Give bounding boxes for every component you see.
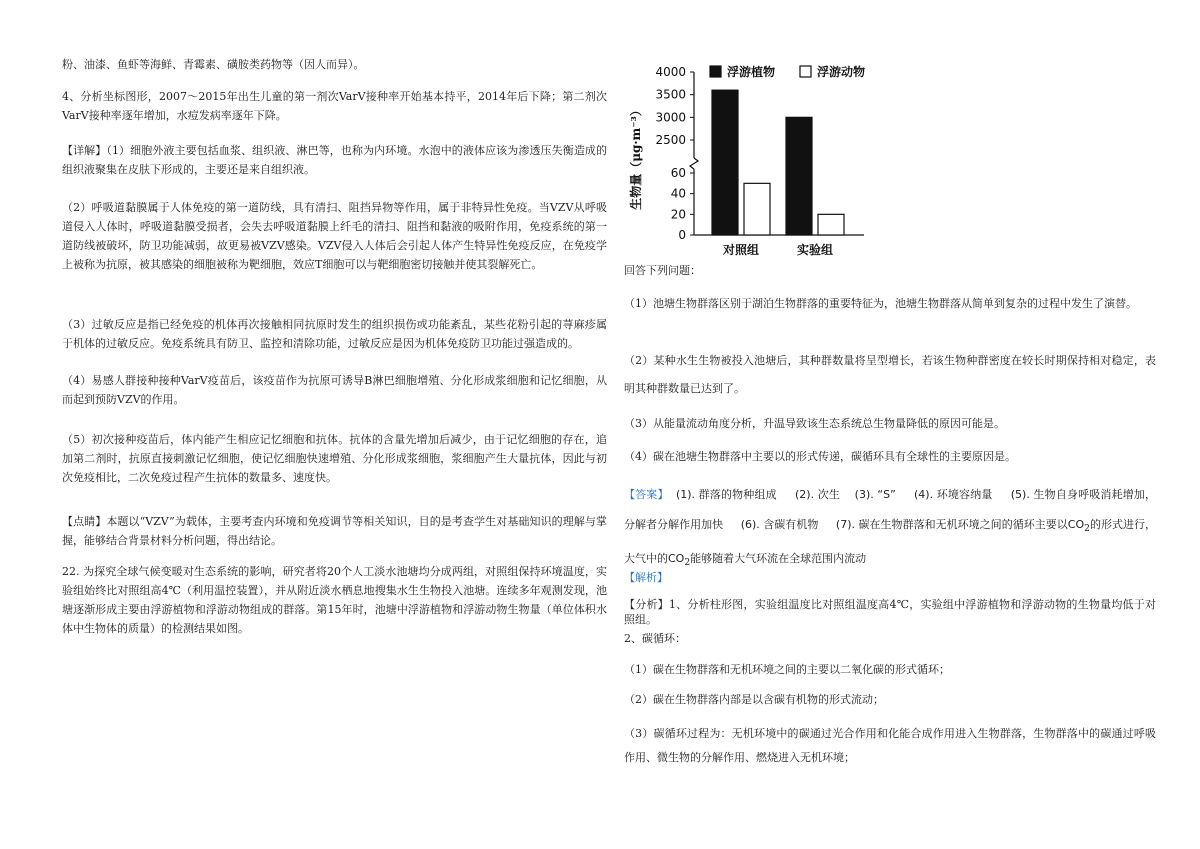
q3-text-b: 。 [994, 417, 1005, 430]
category-label: 实验组 [796, 243, 834, 257]
y-tick-label: 40 [670, 186, 686, 201]
bar-phytoplankton [712, 90, 738, 235]
answer-block [624, 480, 1156, 578]
question-1 [624, 290, 1156, 318]
q2-text-c: 。 [734, 382, 745, 395]
analysis-tag: 【解析】 [624, 571, 668, 584]
q2-text-a: （2）某种水生生物被投入池塘后，其种群数量将呈 [624, 354, 877, 367]
analysis-1 [624, 597, 1156, 627]
detail-tag: 【详解】 [62, 144, 107, 157]
question-4 [624, 449, 1156, 464]
paragraph-detail-4: （4）易感人群接种接种VarV疫苗后，该疫苗作为抗原可诱导B淋巴细胞增殖、分化形成浆细胞和记忆细胞，从而起到预防VZV的作用。 [62, 374, 607, 406]
paragraph-detail-1 [62, 141, 607, 179]
biomass-bar-chart [624, 62, 884, 262]
answer-4: (4). 环境容纳量 [914, 488, 993, 501]
paragraph-comment [62, 512, 607, 550]
comment-tag: 【点睛】 [62, 515, 107, 528]
bar-zooplankton [818, 214, 844, 235]
answer-7-b: 的形式进行，大气中的CO [624, 518, 1157, 566]
bar-phytoplankton [786, 117, 812, 235]
paragraph-analysis-4: 4、分析坐标图形，2007～2015年出生儿童的第一剂次VarV接种率开始基本持平，2014年后下降；第二剂次VarV接种率逐年增加，水痘发病率逐年下降。 [62, 90, 607, 122]
answer-prompt: 回答下列问题： [624, 264, 701, 277]
analysis-1-text: 1、分析柱形图，实验组温度比对照组温度高4℃，实验组中浮游植物和浮游动物的生物量均低于对照组。 [624, 598, 1156, 626]
analysis-2: 2、碳循环： [624, 632, 686, 645]
answer-tag: 【答案】 [624, 488, 669, 501]
analysis-sub-tag: 【分析】 [624, 598, 669, 611]
axis-break-mark [690, 158, 698, 169]
chart-categories [722, 242, 833, 257]
y-tick-label: 60 [670, 166, 686, 180]
question-3 [624, 416, 1156, 431]
paragraph-detail-2: （2）呼吸道黏膜属于人体免疫的第一道防线，具有清扫、阻挡异物等作用，属于非特异性免疫。当VZV从呼吸道侵入人体时，呼吸道黏膜受损者，会失去呼吸道黏膜上纤毛的清扫、阻挡和黏液的吸附作用，免疫系统的第一道防线被破坏，防卫功能减弱，故更易被VZV感染。VZV侵入人体后会引起人体产生特异性免疫反应，在免疫学上被称为抗原，被其感染的细胞被称为靶细胞，效应T细胞可以与靶细胞密切接触并使其裂解死亡。 [62, 201, 607, 271]
question-2 [624, 347, 1156, 403]
q1-text-a: （1）池塘生物群落区别于湖泊生物群落的重要特征为 [624, 297, 884, 310]
answer-7-sub-1: 2 [1084, 523, 1090, 535]
analysis-4: （2）碳在生物群落内部是以含碳有机物的形式流动； [624, 693, 884, 706]
y-tick-label: 2500 [655, 133, 686, 147]
answer-1: (1). 群落的物种组成 [675, 488, 777, 501]
y-tick-label: 3000 [655, 110, 686, 125]
chart-legend [710, 64, 865, 79]
legend-label: 浮游植物 [727, 65, 776, 79]
analysis-5: （3）碳循环过程为：无机环境中的碳通过光合作用和化能合成作用进入生物群落，生物群落中的碳通过呼吸作用、微生物的分解作用、燃烧进入无机环境； [624, 727, 1156, 764]
answer-6: (6). 含碳有机物 [740, 518, 819, 531]
chart-ticks [655, 65, 694, 242]
category-label: 对照组 [722, 243, 760, 257]
y-tick-label: 0 [678, 228, 686, 242]
y-tick-label: 4000 [655, 65, 686, 79]
detail-1-text: （1）细胞外液主要包括血浆、组织液、淋巴等，也称为内环境。水泡中的液体应该为渗透压失衡造成的组织液聚集在皮肤下形成的，主要还是来自组织液。 [62, 144, 608, 176]
legend-swatch [800, 66, 811, 77]
paragraph-detail-3: （3）过敏反应是指已经免疫的机体再次接触相同抗原时发生的组织损伤或功能紊乱，某些花粉引起的荨麻疹属于机体的过敏反应。免疫系统具有防卫、监控和清除功能，过敏反应是因为机体免疫防卫功能过强造成的。 [62, 318, 607, 350]
q4-text-a: （4）碳在池塘生物群落中主要以 [624, 450, 785, 463]
comment-text: 本题以“VZV”为载体，主要考查内环境和免疫调节等相关知识，目的是考查学生对基础知识的理解与掌握，能够结合背景材料分析问题，得出结论。 [62, 515, 608, 547]
question-22: 22. 为探究全球气候变暖对生态系统的影响，研究者将20个人工淡水池塘均分成两组，对照组保持环境温度，实验组始终比对照组高4℃（利用温控装置），并从附近淡水栖息地搜集水生生物投入池塘。连续多年观测发现，池塘逐渐形成主要由浮游植物和浮游动物组成的群落。第15年时，池塘中浮游植物和浮游动物生物量（单位体积水体中生物体的质量）的检测结果如图。 [62, 565, 607, 635]
answer-7-c: 能够随着大气环流在全球范围内流动 [690, 552, 867, 566]
legend-label: 浮游动物 [817, 65, 866, 79]
chart-bars [712, 90, 844, 235]
y-tick-label: 3500 [655, 87, 686, 102]
answer-7-sub-2: 2 [684, 557, 691, 569]
answer-2: (2). 次生 [795, 488, 841, 501]
paragraph-allergens: 粉、油漆、鱼虾等海鲜、青霉素、磺胺类药物等（因人而异）。 [62, 58, 365, 71]
answer-7-a: (7). 碳在生物群落和无机环境之间的循环主要以CO [835, 518, 1085, 531]
analysis-3: （1）碳在生物群落和无机环境之间的主要以二氧化碳的形式循环； [624, 663, 950, 676]
y-tick-label: 20 [670, 207, 686, 222]
q1-text-c: 演替。 [1104, 297, 1137, 310]
paragraph-detail-5: （5）初次接种疫苗后，体内能产生相应记忆细胞和抗体。抗体的含量先增加后减少，由于记忆细胞的存在，追加第二剂时，抗原直接刺激记忆细胞，使记忆细胞快速增殖、分化形成浆细胞，浆细胞产生大量抗体，因此与初次免疫相比，二次免疫过程产生抗体的数量多、速度快。 [62, 433, 607, 484]
legend-swatch [710, 66, 721, 77]
answer-3: (3). “S” [854, 488, 896, 501]
q3-text-a: （3）从能量流动角度分析，升温导致该生态系统总生物量降低的原因可能是 [624, 417, 994, 430]
y-axis-title [628, 104, 643, 210]
y-axis-label: 生物量（μg·m⁻³） [629, 104, 643, 210]
answer-5: (5). 生物自身呼吸消耗增加，分解者分解作用加快 [624, 488, 1157, 531]
q1-text-b: ，池塘生物群落从简单到复杂的过程中发生了 [884, 297, 1104, 310]
q4-text-b: 的形式传递，碳循环具有全球性的主要原因是 [785, 450, 1005, 463]
q4-text-c: 。 [1005, 450, 1016, 463]
q2-text-b: 型增长，若该生物种群密度在较长时期保持相对稳定，表明其种群数量已达到了 [624, 354, 1157, 395]
bar-zooplankton [744, 183, 770, 235]
